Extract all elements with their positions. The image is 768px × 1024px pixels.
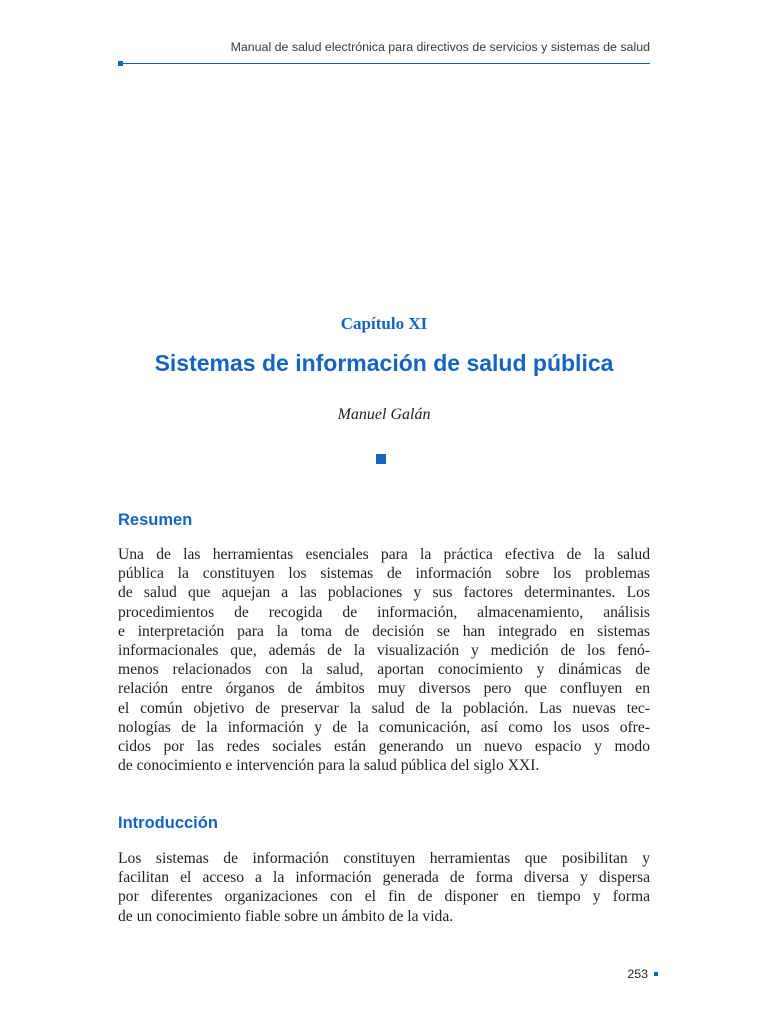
paragraph-line: relación entre órganos de ámbitos muy diversos pero que confluyen en <box>118 680 650 698</box>
resumen-paragraph <box>118 545 650 775</box>
paragraph-line: Una de las herramientas esenciales para la práctica efectiva de la salud <box>118 546 650 563</box>
chapter-title: Sistemas de información de salud pública <box>154 350 614 376</box>
paragraph-line: pública la constituyen los sistemas de información sobre los problemas <box>118 565 650 583</box>
page-number: 253 <box>627 967 648 981</box>
paragraph-line: nologías de la información y de la comunicación, así como los usos ofre- <box>118 718 650 736</box>
header-square-marker <box>118 61 123 66</box>
chapter-label: Capítulo XI <box>340 314 428 333</box>
paragraph-line: cidos por las redes sociales están generando un nuevo espacio y modo <box>118 738 650 756</box>
paragraph-line: informacionales que, además de la visualización y medición de los fenó- <box>118 642 650 660</box>
title-square-marker <box>376 454 386 464</box>
running-header: Manual de salud electrónica para directivos de servicios y sistemas de salud <box>230 40 650 54</box>
header-rule <box>118 63 650 64</box>
footer-square-marker <box>654 972 658 976</box>
section-heading-introduccion: Introducción <box>118 814 218 832</box>
paragraph-line: de un conocimiento fiable sobre un ámbito de la vida. <box>118 907 454 925</box>
paragraph-line: e interpretación para la toma de decisión se han integrado en sistemas <box>118 622 650 640</box>
paragraph-line: de salud que aquejan a las poblaciones y sus factores determinantes. Los <box>118 584 650 602</box>
paragraph-line: por diferentes organizaciones con el fin de disponer en tiempo y forma <box>118 888 650 906</box>
paragraph-line: el común objetivo de preservar la salud de la población. Las nuevas tec- <box>118 699 650 717</box>
introduccion-paragraph <box>118 849 650 926</box>
paragraph-line: menos relacionados con la salud, aportan conocimiento y dinámicas de <box>118 661 650 679</box>
paragraph-line: Los sistemas de información constituyen herramientas que posibilitan y <box>118 850 650 867</box>
paragraph-line: facilitan el acceso a la información generada de forma diversa y dispersa <box>118 869 650 887</box>
paragraph-line: procedimientos de recogida de información, almacenamiento, análisis <box>118 603 650 621</box>
author-name: Manuel Galán <box>337 406 431 423</box>
paragraph-line: de conocimiento e intervención para la salud pública del siglo XXI. <box>118 757 540 775</box>
section-heading-resumen: Resumen <box>118 511 193 529</box>
